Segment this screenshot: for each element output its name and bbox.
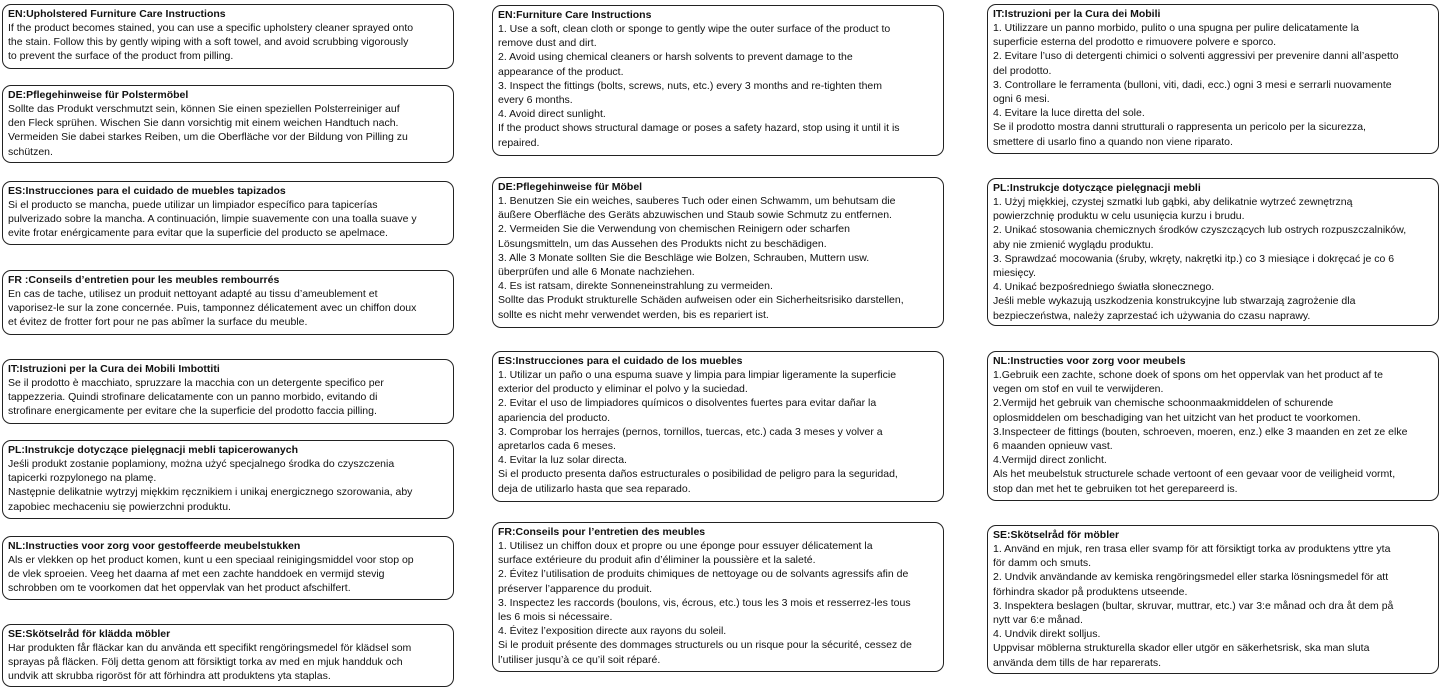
- card-es-upholstered: [2, 181, 454, 245]
- card-body: Si el producto se mancha, puede utilizar un limpiador específico para tapicerías pulverizado sobre la mancha. A continuación, limpie suavemente con una toalla suave y evite frotar enérgicamente para evitar que la superficie del producto se apelmace.: [8, 199, 417, 240]
- card-body: Als er vlekken op het product komen, kunt u een speciaal reinigingsmiddel voor stop op de vlek sproeien. Veeg het daarna af met een zachte handdoek en vermijd stevig schrobben om te voorkomen dat het oppervlak van het product afschilfert.: [8, 554, 414, 595]
- card-body: 1.Gebruik een zachte, schone doek of spons om het oppervlak van het product af te vegen om stof en vuil te verwijderen. 2.Vermijd het gebruik van chemische schoonmaakmiddelen of schurende oplosmiddelen om beschadiging van het uitzicht van het product te voorkomen. 3.Inspecteer de fittings (bouten, schroeven, moeren, enz.) elke 3 maanden en zet ze elke 6 maanden opnieuw vast. 4.Vermijd direct zonlicht. Als het meubelstuk structurele schade vertoont of een gevaar voor de veiligheid vormt, stop dan met het te gebruiken tot het gerepareerd is.: [993, 369, 1408, 495]
- card-body: 1. Utilisez un chiffon doux et propre ou une éponge pour essuyer délicatement la surface extérieure du produit afin d’éliminer la poussière et la saleté. 2. Évitez l’utilisation de produits chimiques de nettoyage ou de solvants agressifs afin de préserver l’apparence du produit. 3. Inspectez les raccords (boulons, vis, écrous, etc.) tous les 3 mois et resserrez-les tous les 6 mois si nécessaire. 4. Évitez l’exposition directe aux rayons du soleil. Si le produit présente des dommages structurels ou un risque pour la sécurité, cessez de l’utiliser jusqu’à ce qu’il soit réparé.: [498, 540, 912, 666]
- card-body: 1. Använd en mjuk, ren trasa eller svamp för att försiktigt torka av produktens yttre yta för damm och smuts. 2. Undvik användande av kemiska rengöringsmedel eller starka lösningsmedel för att förhindra skador på produktens utseende. 3. Inspektera beslagen (bultar, skruvar, muttrar, etc.) var 3:e månad och dra åt dem på nytt var 6:e månad. 4. Undvik direkt solljus. Uppvisar möblerna strukturella skador eller utgör en säkerhetsrisk, ska man sluta använda dem tills de har reparerats.: [993, 543, 1394, 669]
- card-se-upholstered: [2, 624, 454, 687]
- card-title: DE:Pflegehinweise für Möbel: [498, 181, 643, 193]
- card-title: IT:Istruzioni per la Cura dei Mobili: [993, 8, 1161, 20]
- card-title: ES:Instrucciones para el cuidado de los muebles: [498, 355, 743, 367]
- card-body: 1. Benutzen Sie ein weiches, sauberes Tuch oder einen Schwamm, um behutsam die äußere Oberfläche des Geräts abzuwischen und Staub sowie Schmutz zu entfernen. 2. Vermeiden Sie die Verwendung von chemischen Reinigern oder scharfen Lösungsmitteln, um das Aussehen des Produkts nicht zu beschädigen. 3. Alle 3 Monate sollten Sie die Beschläge wie Bolzen, Schrauben, Muttern usw. überprüfen und alle 6 Monate nachziehen. 4. Es ist ratsam, direkte Sonneneinstrahlung zu vermeiden. Sollte das Produkt strukturelle Schäden aufweisen oder ein Sicherheitsrisiko darstellen, sollte es nicht mehr verwendet werden, bis es repariert ist.: [498, 195, 904, 321]
- card-nl-furniture: [987, 351, 1439, 501]
- card-es-furniture: [492, 351, 944, 502]
- card-en-furniture: [492, 5, 944, 156]
- card-se-furniture: [987, 525, 1439, 674]
- card-fr-furniture: [492, 522, 944, 672]
- card-body: Jeśli produkt zostanie poplamiony, można użyć specjalnego środka do czyszczenia tapicerki rozpylonego na plamę. Następnie delikatnie wytrzyj miękkim ręcznikiem i unikaj energicznego szorowania, aby zapobiec mechaceniu się powierzchni produktu.: [8, 458, 413, 513]
- card-title: ES:Instrucciones para el cuidado de muebles tapizados: [8, 185, 286, 197]
- card-body: 1. Utilizar un paño o una espuma suave y limpia para limpiar ligeramente la superficie exterior del producto y eliminar el polvo y la suciedad. 2. Evitar el uso de limpiadores químicos o disolventes fuertes para evitar dañar la apariencia del producto. 3. Comprobar los herrajes (pernos, tornillos, tuercas, etc.) cada 3 meses y volver a apretarlos cada 6 meses. 4. Evitar la luz solar directa. Si el producto presenta daños estructurales o posibilidad de peligro para la seguridad, deja de utilizarlo hasta que sea reparado.: [498, 369, 898, 495]
- card-nl-upholstered: [2, 536, 454, 600]
- card-title: PL:Instrukcje dotyczące pielęgnacji mebli: [993, 182, 1201, 194]
- card-title: FR :Conseils d’entretien pour les meubles rembourrés: [8, 274, 280, 286]
- card-en-upholstered: [2, 4, 454, 69]
- card-title: NL:Instructies voor zorg voor gestoffeerde meubelstukken: [8, 540, 301, 552]
- card-title: SE:Skötselråd för klädda möbler: [8, 628, 171, 640]
- card-body: En cas de tache, utilisez un produit nettoyant adapté au tissu d’ameublement et vaporisez-le sur la zone concernée. Puis, tamponnez délicatement avec un chiffon doux et évitez de frotter fort pour ne pas abîmer la surface du meuble.: [8, 288, 417, 329]
- card-body: Se il prodotto è macchiato, spruzzare la macchia con un detergente specifico per tappezzeria. Quindi strofinare delicatamente con un panno morbido, evitando di strofinare energicamente per evitare che la superficie del prodotto faccia pilling.: [8, 377, 384, 418]
- card-de-furniture: [492, 177, 944, 328]
- card-body: Har produkten får fläckar kan du använda ett specifikt rengöringsmedel för klädsel som sprayas på fläcken. Följ detta genom att försiktigt torka av med en mjuk handduk och undvik att skrubba rigoröst för att förhindra att produktens yta staplas.: [8, 642, 412, 683]
- card-it-furniture: [987, 4, 1439, 154]
- card-title: SE:Skötselråd för möbler: [993, 529, 1120, 541]
- card-de-upholstered: [2, 85, 454, 163]
- card-body: If the product becomes stained, you can use a specific upholstery cleaner sprayed onto the stain. Follow this by gently wiping with a soft towel, and avoid scrubbing vigorously to prevent the surface of the product from pilling.: [8, 22, 414, 63]
- card-pl-upholstered: [2, 440, 454, 519]
- card-body: 1. Utilizzare un panno morbido, pulito o una spugna per pulire delicatamente la superficie esterna del prodotto e rimuovere polvere e sporco. 2. Evitare l’uso di detergenti chimici o solventi aggressivi per prevenire danni all’aspetto del prodotto. 3. Controllare le ferramenta (bulloni, viti, dadi, ecc.) ogni 3 mesi e serrarli nuovamente ogni 6 mesi. 4. Evitare la luce diretta del sole. Se il prodotto mostra danni strutturali o rappresenta un pericolo per la sicurezza, smettere di usarlo fino a quando non viene riparato.: [993, 22, 1399, 148]
- card-title: PL:Instrukcje dotyczące pielęgnacji mebli tapicerowanych: [8, 444, 299, 456]
- card-body: 1. Użyj miękkiej, czystej szmatki lub gąbki, aby delikatnie wytrzeć zewnętrzną powierzchnię produktu w celu usunięcia kurzu i brudu. 2. Unikać stosowania chemicznych środków czyszczących lub ostrych rozpuszczalników, aby nie zmienić wyglądu produktu. 3. Sprawdzać mocowania (śruby, wkręty, nakrętki itp.) co 3 miesiące i dokręcać je co 6 miesięcy. 4. Unikać bezpośredniego światła słonecznego. Jeśli meble wykazują uszkodzenia konstrukcyjne lub stwarzają zagrożenie dla bezpieczeństwa, należy zaprzestać ich używania do czasu naprawy.: [993, 196, 1407, 322]
- card-body: Sollte das Produkt verschmutzt sein, können Sie einen speziellen Polsterreiniger auf den Fleck sprühen. Wischen Sie dann vorsichtig mit einem weichen Handtuch nach. Vermeiden Sie dabei starkes Reiben, um die Oberfläche vor der Bildung von Pilling zu schützen.: [8, 103, 408, 158]
- card-title: IT:Istruzioni per la Cura dei Mobili Imbottiti: [8, 363, 220, 375]
- card-pl-furniture: [987, 178, 1439, 326]
- card-body: 1. Use a soft, clean cloth or sponge to gently wipe the outer surface of the product to remove dust and dirt. 2. Avoid using chemical cleaners or harsh solvents to prevent damage to the appearance of the product. 3. Inspect the fittings (bolts, screws, nuts, etc.) every 3 months and re-tighten them every 6 months. 4. Avoid direct sunlight. If the product shows structural damage or poses a safety hazard, stop using it until it is repaired.: [498, 23, 900, 149]
- card-fr-upholstered: [2, 270, 454, 335]
- card-title: NL:Instructies voor zorg voor meubels: [993, 355, 1186, 367]
- card-title: EN:Upholstered Furniture Care Instructions: [8, 8, 226, 20]
- card-title: DE:Pflegehinweise für Polstermöbel: [8, 89, 189, 101]
- card-title: FR:Conseils pour l’entretien des meubles: [498, 526, 706, 538]
- card-it-upholstered: [2, 359, 454, 424]
- card-title: EN:Furniture Care Instructions: [498, 9, 652, 21]
